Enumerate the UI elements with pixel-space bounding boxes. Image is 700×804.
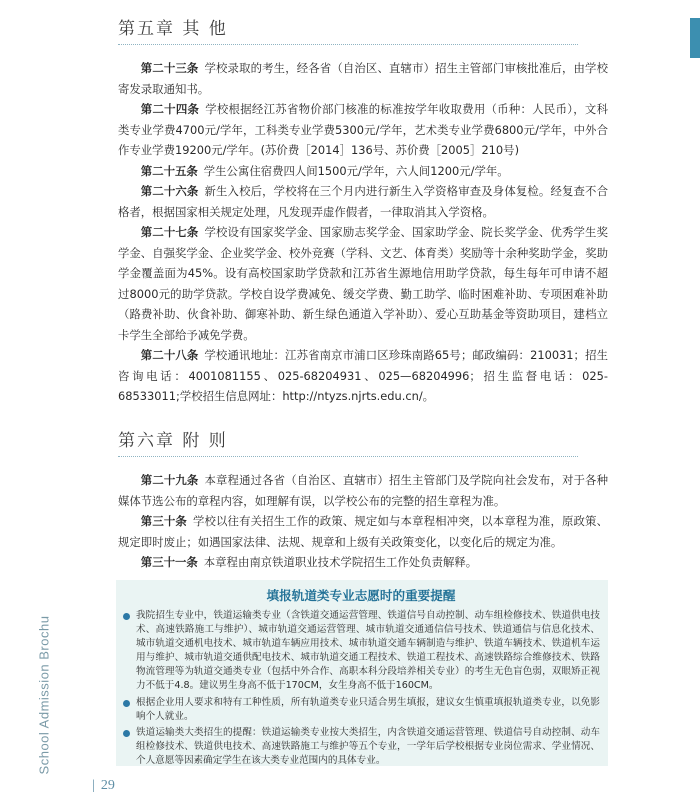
bullet-dot-icon xyxy=(123,700,130,707)
article-label: 第二十三条 xyxy=(140,61,199,75)
page-footer xyxy=(92,778,115,794)
notice-item xyxy=(122,726,600,768)
article-text: 本章程由南京铁道职业技术学院招生工作处负责解释。 xyxy=(203,555,478,569)
article-24 xyxy=(118,99,608,161)
article-29 xyxy=(118,470,608,511)
chapter5-title: 第五章 其 他 xyxy=(118,19,228,39)
brochure-side-text: School Admission Brochu xyxy=(36,615,52,775)
article-26 xyxy=(118,181,608,222)
article-label: 第二十四条 xyxy=(140,102,200,116)
article-text: 学生公寓住宿费四人间1500元/学年，六人间1200元/学年。 xyxy=(203,163,509,178)
article-label: 第二十七条 xyxy=(140,225,199,239)
article-31 xyxy=(118,552,608,573)
article-text: 学校以往有关招生工作的政策、规定如与本章程相冲突，以本章程为准，原政策、规定即时废止；如遇国家法律、法规、规章和上级有关政策变化，以变化后的规定为准。 xyxy=(118,514,608,549)
article-27 xyxy=(118,222,608,345)
article-text: 学校通讯地址：江苏省南京市浦口区珍珠南路65号；邮政编码：210031；招生咨询电话：4001081155、025-68204931、025—68204996；招生监督电话：025-68533011;学校招生信息网址：http://ntyzs.njrts.edu.cn/。 xyxy=(118,348,608,403)
article-text: 本章程通过各省（自治区、直辖市）招生主管部门及学院向社会发布，对于各种媒体节选公布的章程内容，如理解有误，以学校公布的完整的招生章程为准。 xyxy=(118,473,608,508)
page-number: 29 xyxy=(100,778,115,793)
chapter6-title: 第六章 附 则 xyxy=(118,431,228,451)
article-30 xyxy=(118,511,608,552)
notice-item xyxy=(122,609,600,694)
chapter6-body xyxy=(118,470,608,573)
brochure-side-label xyxy=(34,590,54,800)
article-text: 学校设有国家奖学金、国家励志奖学金、国家助学金、院长奖学金、优秀学生奖学金、自强奖学金、企业奖学金、校外竞赛（学科、文艺、体育类）奖励等十余种奖助学金，奖助学金覆盖面为45%。设有高校国家助学贷款和江苏省生源地信用助学贷款，每生每年可申请不超过8000元的助学贷款。学校自设学费减免、缓交学费、勤工助学、临时困难补助、专项困难补助（路费补助、伙食补助、御寒补助、新生绿色通道入学补助）、爱心互助基金等资助项目，建档立卡学生全部给予减免学费。 xyxy=(118,225,608,342)
notice-box xyxy=(116,580,608,766)
article-label: 第二十八条 xyxy=(140,348,199,362)
footer-divider: | xyxy=(92,778,95,793)
article-label: 第二十六条 xyxy=(140,184,199,198)
bullet-dot-icon xyxy=(123,730,130,737)
chapter6-heading xyxy=(118,426,578,457)
article-25 xyxy=(118,161,608,182)
notice-item-text: 铁道运输类大类招生的提醒：铁道运输类专业按大类招生，内含铁道交通运营管理、铁道信号自动控制、动车组检修技术、铁道供电技术、高速铁路施工与维护等五个专业，一学年后学校根据专业岗位需求、学业情况、个人意愿等因素确定学生在该大类专业范围内的具体专业。 xyxy=(136,726,600,766)
article-label: 第二十五条 xyxy=(140,163,198,178)
bullet-dot-icon xyxy=(123,613,130,620)
article-text: 新生入校后，学校将在三个月内进行新生入学资格审查及身体复检。经复查不合格者，根据国家相关规定处理，凡发现弄虚作假者，一律取消其入学资格。 xyxy=(118,184,608,219)
article-28 xyxy=(118,345,608,407)
chapter5-body xyxy=(118,58,608,407)
notice-item-text: 我院招生专业中，铁道运输类专业（含铁道交通运营管理、铁道信号自动控制、动车组检修技术、铁道供电技术、高速铁路施工与维护）、城市轨道交通运营管理、城市轨道交通通信信号技术、铁道通信与信息化技术、城市轨道交通机电技术、城市轨道车辆应用技术、城市轨道交通车辆制造与维护、铁道车辆技术、铁道机车运用与维护、城市轨道交通供配电技术、城市轨道交通工程技术、铁道工程技术、高速铁路综合维修技术、铁路物流管理等为轨道交通类专业（包括中外合作、高职本科分段培养相关专业）的考生无色盲色弱，双眼矫正视力不低于4.8。建议男生身高不低于170CM，女生身高不低于160CM。 xyxy=(136,610,600,692)
section-tab-marker xyxy=(690,18,700,58)
article-label: 第二十九条 xyxy=(140,473,199,487)
notice-title: 填报轨道类专业志愿时的重要提醒 xyxy=(266,588,456,603)
notice-item-text: 根据企业用人要求和特有工种性质，所有轨道类专业只适合男生填报，建议女生慎重填报轨道类专业，以免影响个人就业。 xyxy=(136,696,600,722)
chapter5-heading xyxy=(118,14,578,45)
article-23 xyxy=(118,58,608,99)
notice-item xyxy=(122,696,600,724)
article-label: 第三十一条 xyxy=(140,555,198,569)
article-label: 第三十条 xyxy=(140,514,187,528)
article-text: 学校录取的考生，经各省（自治区、直辖市）招生主管部门审核批准后，由学校寄发录取通知书。 xyxy=(118,61,608,96)
article-text: 学校根据经江苏省物价部门核准的标准按学年收取费用（币种：人民币），文科类专业学费4700元/学年，工科类专业学费5300元/学年，艺术类专业学费6800元/学年，中外合作专业学费19200元/学年。(苏价费［2014］136号、苏价费［2005］210号) xyxy=(118,102,608,157)
